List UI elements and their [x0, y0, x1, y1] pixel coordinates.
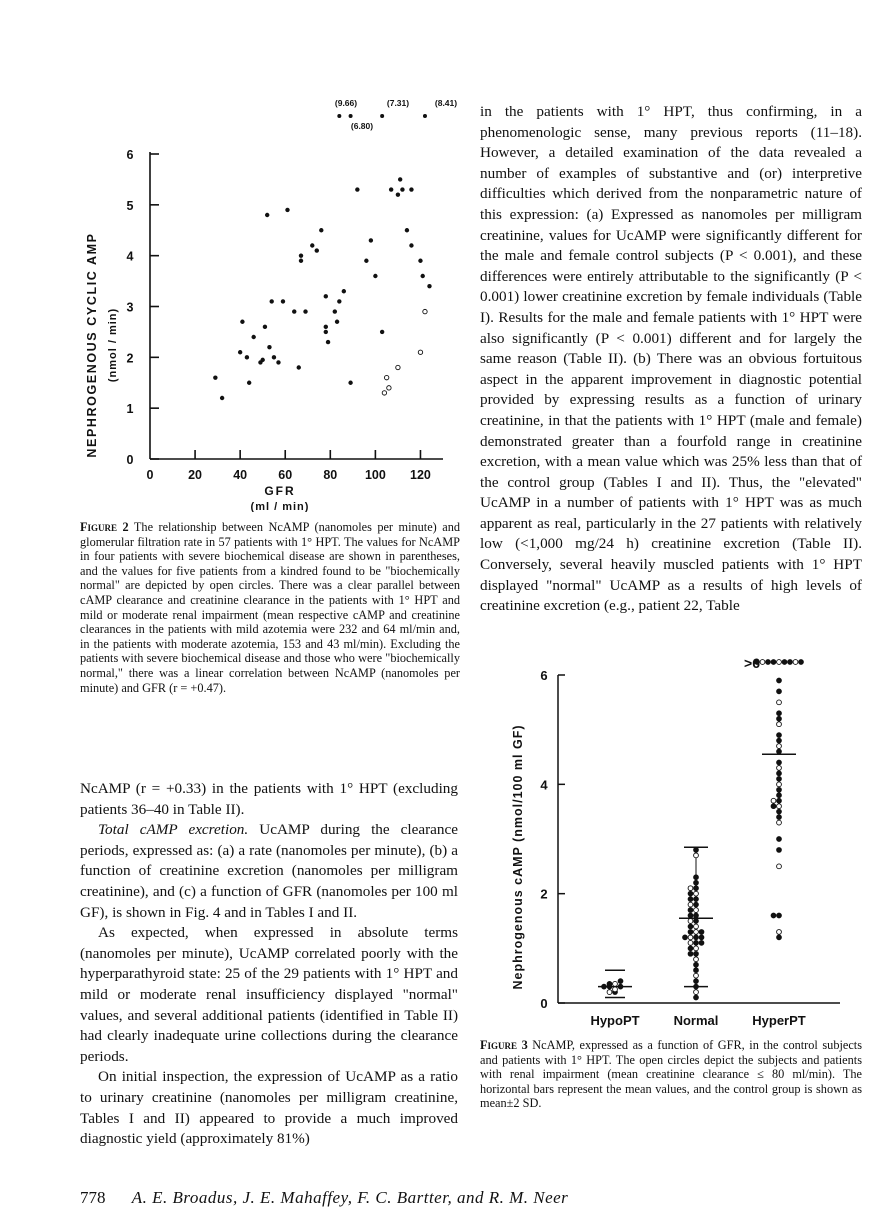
fig2-data-point — [245, 355, 249, 359]
fig2-data-point — [409, 243, 413, 247]
fig2-data-point — [364, 259, 368, 263]
fig3-data-point — [777, 776, 782, 781]
fig2-data-point — [337, 299, 341, 303]
figure-2-caption-text: The relationship between NcAMP (nanomoles per minute) and glomerular filtration rate in 57 patients with 1° HPT. The values for NcAMP in four patients with severe biochemical disease are shown in parentheses, and the values for five patients from a kindred found to be "biochemically normal" are depicted by open circles. There was a clear parallel between cAMP clearance and creatinine clearance in the patients with 1° HPT and mild or moderate renal impairment (mean respective cAMP and creatinine clearances in the patients with mild azotemia were 232 and 64 ml/min and, in the patients with moderate azotemia, 153 and 43 ml/min). Excluding the patients with severe biochemical disease and those who were "biochemically normal," there was a linear correlation between NcAMP (nanomoles per minute) and GFR (r = +0.47). — [80, 520, 460, 695]
fig2-outlier-point — [337, 114, 341, 118]
figure-3-caption-label: Figure 3 — [480, 1038, 528, 1052]
fig3-data-point — [613, 981, 618, 986]
fig2-x-tick-label: 120 — [410, 468, 431, 482]
fig2-data-point — [355, 187, 359, 191]
fig2-data-point — [251, 335, 255, 339]
fig2-y-tick-label: 4 — [126, 249, 134, 264]
fig3-data-point — [777, 798, 782, 803]
fig2-open-point — [382, 391, 386, 395]
fig2-data-point — [398, 177, 402, 181]
fig2-y-tick-label: 3 — [126, 300, 134, 315]
fig2-y-tick-label: 6 — [126, 148, 134, 162]
fig3-data-point — [688, 902, 693, 907]
paragraph — [80, 820, 458, 923]
fig2-open-point — [387, 386, 391, 390]
fig2-data-point — [272, 355, 276, 359]
fig3-data-point — [694, 875, 699, 880]
fig2-data-point — [285, 208, 289, 212]
fig2-data-point — [319, 228, 323, 232]
fig2-open-point — [384, 375, 388, 379]
fig3-data-point — [777, 660, 782, 665]
fig2-data-point — [324, 325, 328, 329]
fig2-data-point — [267, 345, 271, 349]
right-column-text — [480, 102, 862, 617]
figure-2-caption — [80, 520, 460, 695]
fig3-data-point — [694, 848, 699, 853]
fig2-x-tick-label: 20 — [188, 468, 203, 482]
fig2-data-point — [281, 299, 285, 303]
fig3-data-point — [688, 891, 693, 896]
fig3-data-point — [793, 660, 798, 665]
fig2-data-point — [315, 248, 319, 252]
fig2-data-point — [335, 320, 339, 324]
fig3-data-point — [688, 886, 693, 891]
fig3-data-point — [694, 919, 699, 924]
fig2-data-point — [310, 243, 314, 247]
fig3-data-point — [602, 984, 607, 989]
fig3-data-point — [694, 940, 699, 945]
fig3-data-point — [694, 930, 699, 935]
fig3-data-point — [771, 913, 776, 918]
fig3-data-point — [694, 853, 699, 858]
fig3-data-point — [777, 760, 782, 765]
fig2-data-point — [240, 320, 244, 324]
fig2-y-tick-label: 5 — [126, 198, 134, 213]
fig3-data-point — [699, 930, 704, 935]
fig2-y-tick-label: 1 — [126, 402, 134, 417]
fig2-data-point — [427, 284, 431, 288]
fig2-x-tick-label: 0 — [146, 468, 154, 482]
fig2-data-point — [213, 375, 217, 379]
fig2-data-point — [297, 365, 301, 369]
fig2-data-point — [348, 381, 352, 385]
fig2-x-tick-label: 100 — [364, 468, 386, 482]
fig3-data-point — [777, 744, 782, 749]
fig2-data-point — [421, 274, 425, 278]
fig2-data-point — [324, 330, 328, 334]
fig2-data-point — [270, 299, 274, 303]
fig3-data-point — [694, 957, 699, 962]
fig2-data-point — [263, 325, 267, 329]
fig3-data-point — [777, 848, 782, 853]
page-number: 778 — [80, 1188, 106, 1207]
paragraph-body: UcAMP during the clearance periods, expressed as: (a) a rate (nanomoles per minute), (b) a function of creatinine excretion (nanomoles per milligram creatinine), and (c) a function of GFR (nanomoles per 100 ml GF), is shown in Fig. 4 and in Tables I and II. — [80, 821, 458, 921]
fig3-data-point — [694, 979, 699, 984]
fig3-data-point — [777, 782, 782, 787]
fig2-data-point — [380, 330, 384, 334]
fig2-outlier-point — [349, 114, 353, 118]
fig2-data-point — [342, 289, 346, 293]
fig2-data-point — [220, 396, 224, 400]
fig2-open-point — [418, 350, 422, 354]
fig2-outlier-label: (9.66) — [334, 98, 358, 108]
fig3-data-point — [771, 798, 776, 803]
fig3-data-point — [777, 722, 782, 727]
fig3-data-point — [694, 951, 699, 956]
fig3-data-point — [771, 660, 776, 665]
fig2-data-point — [276, 360, 280, 364]
fig3-data-point — [777, 700, 782, 705]
fig3-data-point — [688, 897, 693, 902]
fig2-data-point — [265, 213, 269, 217]
fig3-data-point — [688, 913, 693, 918]
fig2-data-point — [324, 294, 328, 298]
fig3-category-label: HypoPT — [590, 1013, 640, 1028]
fig3-data-point — [777, 809, 782, 814]
paragraph: As expected, when expressed in absolute terms (nanomoles per minute), UcAMP correlated poorly with the hyperparathyroid state: 25 of the 29 patients with 1° HPT and mild or moderate renal insufficiency displayed "normal" values, and several additional patients (identified in Table II) had clearly inadequate urine collections during the clearance periods. — [80, 924, 458, 1065]
fig3-data-point — [688, 940, 693, 945]
paragraph: NcAMP (r = +0.33) in the patients with 1° HPT (excluding patients 36–40 in Table II). — [80, 780, 458, 818]
fig2-data-point — [303, 309, 307, 313]
fig3-data-point — [618, 979, 623, 984]
footer-authors: A. E. Broadus, J. E. Mahaffey, F. C. Bartter, and R. M. Neer — [131, 1188, 569, 1207]
fig3-data-point — [688, 951, 693, 956]
fig2-xaxis-title: GFR — [264, 484, 296, 498]
fig3-data-point — [777, 935, 782, 940]
fig3-data-point — [688, 946, 693, 951]
fig3-data-point — [788, 660, 793, 665]
fig3-yaxis-title: Nephrogenous cAMP (nmol/100 ml GF) — [511, 724, 525, 990]
fig3-data-point — [694, 962, 699, 967]
fig3-data-point — [618, 984, 623, 989]
fig2-data-point — [405, 228, 409, 232]
fig3-data-point — [760, 660, 765, 665]
fig3-data-point — [799, 660, 804, 665]
fig3-data-point — [613, 987, 618, 992]
fig3-data-point — [607, 990, 612, 995]
fig2-xaxis-units: (ml / min) — [250, 501, 310, 512]
fig3-data-point — [777, 804, 782, 809]
fig3-data-point — [782, 660, 787, 665]
fig3-data-point — [694, 924, 699, 929]
fig3-data-point — [777, 771, 782, 776]
figure-2-caption-label: Figure 2 — [80, 520, 129, 534]
fig3-data-point — [777, 733, 782, 738]
fig3-y-tick-label: 2 — [540, 886, 548, 902]
section-heading: Total cAMP excretion. — [98, 821, 249, 839]
fig2-data-point — [292, 309, 296, 313]
fig3-y-tick-label: 6 — [540, 668, 548, 683]
fig2-data-point — [400, 187, 404, 191]
fig3-data-point — [777, 864, 782, 869]
fig2-data-point — [369, 238, 373, 242]
fig3-data-point — [777, 689, 782, 694]
fig3-data-point — [694, 902, 699, 907]
page-footer — [80, 1188, 568, 1208]
fig2-yaxis-title: NEPHROGENOUS CYCLIC AMP — [85, 232, 99, 458]
fig2-data-point — [299, 253, 303, 257]
fig3-data-point — [694, 913, 699, 918]
fig2-outlier-label: (8.41) — [434, 98, 458, 108]
figure-3-caption — [480, 1038, 862, 1111]
fig3-data-point — [777, 738, 782, 743]
fig3-data-point — [777, 913, 782, 918]
fig3-category-label: Normal — [673, 1013, 719, 1028]
fig2-x-tick-label: 60 — [278, 468, 293, 482]
fig3-data-point — [694, 946, 699, 951]
figure-3-chart — [478, 645, 868, 1030]
fig3-data-point — [699, 940, 704, 945]
fig3-data-point — [688, 908, 693, 913]
fig3-data-point — [777, 930, 782, 935]
fig3-data-point — [777, 711, 782, 716]
fig3-data-point — [699, 935, 704, 940]
fig3-data-point — [694, 935, 699, 940]
fig3-y-tick-label: 0 — [540, 996, 548, 1011]
fig3-data-point — [777, 766, 782, 771]
figure-2-chart — [70, 92, 470, 512]
fig2-data-point — [326, 340, 330, 344]
fig3-data-point — [777, 749, 782, 754]
fig2-open-point — [423, 309, 427, 313]
fig2-data-point — [299, 259, 303, 263]
fig2-data-point — [409, 187, 413, 191]
fig3-category-label: HyperPT — [752, 1013, 806, 1028]
fig2-data-point — [418, 259, 422, 263]
fig3-data-point — [694, 973, 699, 978]
fig3-data-point — [694, 891, 699, 896]
fig3-data-point — [777, 716, 782, 721]
fig2-x-tick-label: 40 — [233, 468, 248, 482]
fig3-data-point — [688, 919, 693, 924]
fig3-data-point — [777, 820, 782, 825]
fig3-data-point — [688, 930, 693, 935]
fig3-data-point — [777, 815, 782, 820]
fig3-data-point — [694, 995, 699, 1000]
fig2-x-tick-label: 80 — [323, 468, 338, 482]
fig3-data-point — [777, 787, 782, 792]
fig3-data-point — [683, 935, 688, 940]
fig3-data-point — [694, 908, 699, 913]
fig2-yaxis-units: (nmol / min) — [107, 307, 119, 383]
fig3-data-point — [688, 924, 693, 929]
paragraph: On initial inspection, the expression of UcAMP as a ratio to urinary creatinine (nanomoles per milligram creatinine, Tables I and II) appeared to provide a much improved diagnostic yield (approximately 81%) — [80, 1068, 458, 1148]
fig3-data-point — [766, 660, 771, 665]
fig2-y-tick-label: 0 — [126, 453, 134, 467]
fig3-data-point — [607, 981, 612, 986]
fig3-data-point — [694, 886, 699, 891]
fig2-data-point — [333, 309, 337, 313]
paragraph: in the patients with 1° HPT, thus confirming, in a phenomenologic sense, many previous reports (11–18). However, a detailed examination of the data revealed a number of examples of substantive and (or) interpretive difficulties which derived from the nonparametric nature of this expression: (a) Expressed as nanomoles per milligram creatinine, values for UcAMP were significantly different for the male and female control subjects (P < 0.001), and these differences were entirely attributable to the significantly (P < 0.001) lower creatinine excretion by female individuals (Table I). Results for the male and female patients with 1° HPT were also significantly (P < 0.001) different and for largely the same reason (Table II). (b) There was an obvious fortuitous aspect in the apparent improvement in diagnostic potential provided by expressing results as a function of urinary creatinine, in that the patients with 1° HPT (male and female) demonstrated greater than a fourfold range in creatinine excretion, with a mean value which was 25% less than that of the control group (Tables I and II). Thus, the "elevated" UcAMP in a number of patients with 1° HPT was as much apparent as real, particularly in the 27 patients with relatively low (<1,000 mg/24 h) creatinine excretion (Table II). Conversely, several heavily muscled patients with 1° HPT displayed "normal" UcAMP as a results of high levels of creatinine excretion (e.g., patient 22, Table — [480, 103, 862, 615]
fig2-outlier-point — [423, 114, 427, 118]
fig2-data-point — [238, 350, 242, 354]
fig3-data-point — [694, 880, 699, 885]
figure-3-caption-text: NcAMP, expressed as a function of GFR, in the control subjects and patients with 1° HPT. The open circles depict the subjects and patients with renal impairment (mean creatinine clearance ≤ 80 ml/min). The horizontal bars represent the mean values, and the control group is shown as mean±2 SD. — [480, 1038, 862, 1111]
fig3-data-point — [694, 984, 699, 989]
fig2-data-point — [260, 358, 264, 362]
fig2-data-point — [389, 187, 393, 191]
fig3-data-point — [688, 935, 693, 940]
fig3-data-point — [694, 968, 699, 973]
fig2-data-point — [396, 192, 400, 196]
fig3-data-point — [694, 990, 699, 995]
fig2-y-tick-label: 2 — [126, 351, 134, 366]
fig2-outlier-point — [380, 114, 384, 118]
fig2-outlier-label: (6.80) — [350, 121, 374, 131]
fig2-data-point — [373, 274, 377, 278]
fig3-data-point — [694, 897, 699, 902]
fig3-data-point — [777, 837, 782, 842]
fig3-gt-label: >6 — [744, 655, 760, 671]
fig3-data-point — [777, 678, 782, 683]
fig2-outlier-label: (7.31) — [386, 98, 410, 108]
fig3-data-point — [777, 793, 782, 798]
fig2-open-point — [396, 365, 400, 369]
fig3-y-tick-label: 4 — [540, 777, 548, 793]
fig2-data-point — [247, 381, 251, 385]
left-column-text — [80, 779, 458, 1150]
fig3-data-point — [771, 804, 776, 809]
